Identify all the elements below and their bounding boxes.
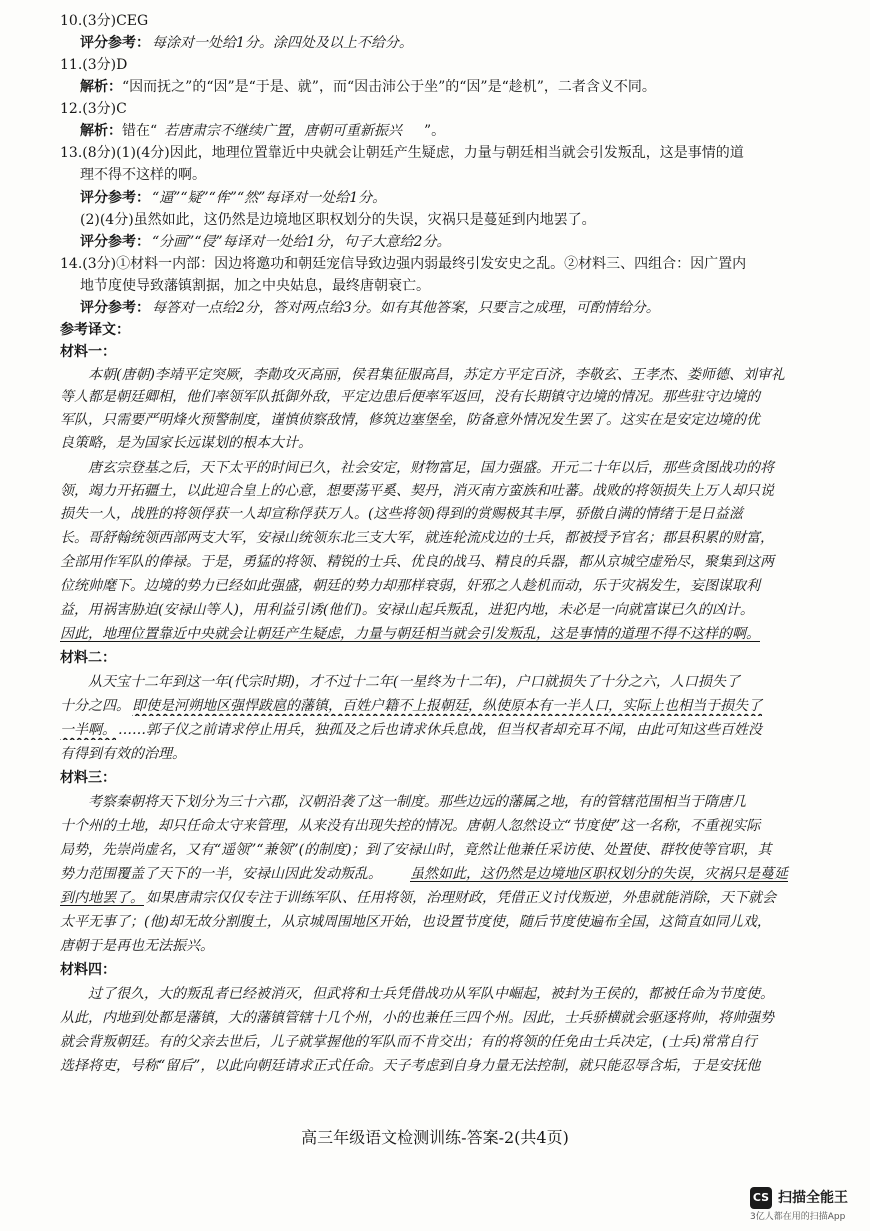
watermark-subtitle: 3亿人都在用的扫描App xyxy=(750,1212,846,1222)
text-line xyxy=(0,210,870,230)
text-line xyxy=(0,696,870,716)
text-segment: 参考译文： xyxy=(60,322,130,338)
text-line xyxy=(0,576,870,596)
text-line xyxy=(0,55,870,75)
text-segment: 若唐肃宗不继续广置，唐朝可重新振兴 xyxy=(164,123,402,139)
text-line xyxy=(0,481,870,501)
text-segment: 到内地罢了。 xyxy=(60,890,144,906)
text-line xyxy=(0,960,870,980)
text-segment: 从此，内地到处都是藩镇，大的藩镇管辖十几个州，小的也兼任三四个州。因此，士兵骄横就会驱逐将帅，将帅强势 xyxy=(60,1010,774,1026)
text-segment: 每答对一点给2分，答对两点给3分。如有其他答案，只要言之成理，可酌情给分。 xyxy=(152,300,660,316)
text-line xyxy=(0,410,870,430)
text-line xyxy=(0,1056,870,1076)
text-segment: 每涂对一处给1分。涂四处及以上不给分。 xyxy=(152,35,413,51)
text-line xyxy=(0,984,870,1004)
text-segment: 评分参考： xyxy=(80,190,150,206)
text-segment: 势力范围覆盖了天下的一半，安禄山因此发动叛乱。 xyxy=(60,866,382,882)
text-segment: 虽然如此，这仍然是边境地区职权划分的失误，灾祸只是蔓延 xyxy=(410,866,788,882)
text-segment: 13.(8分)(1)(4分)因此，地理位置靠近中央就会让朝廷产生疑虑，力量与朝廷相当就会引发叛乱，这是事情的道 xyxy=(60,145,744,161)
text-line xyxy=(0,672,870,692)
text-segment: 唐朝于是再也无法振兴。 xyxy=(60,938,214,954)
text-line xyxy=(0,912,870,932)
text-segment: 就会背叛朝廷。有的父亲去世后，儿子就掌握他的军队而不肯交出；有的将领的任免由士兵决定，(士兵)常常自行 xyxy=(60,1034,757,1050)
text-line xyxy=(0,816,870,836)
text-segment: ……郭子仪之前请求停止用兵，独孤及之后也请求休兵息战，但当权者却充耳不闻，由此可知这些百姓没 xyxy=(118,722,762,738)
text-segment: 长。哥舒翰统领西部两支大军，安禄山统领东北三支大军，就连轮流戍边的士兵，都被授予官名；郡县积累的财富， xyxy=(60,530,774,546)
text-line xyxy=(0,11,870,31)
text-line xyxy=(0,33,870,53)
text-line xyxy=(0,121,870,141)
text-segment: 解析： xyxy=(80,79,122,95)
text-segment: 本朝(唐朝)李靖平定突厥，李勣攻灭高丽，侯君集征服高昌，苏定方平定百济，李敬玄、王孝杰、娄师德、刘审礼 xyxy=(88,367,785,383)
text-line xyxy=(0,298,870,318)
text-segment: 损失一人，战胜的将领俘获一人却宣称俘获万人。(这些将领)得到的赏赐极其丰厚，骄傲自满的情绪于是日益滋 xyxy=(60,506,743,522)
text-line xyxy=(0,768,870,788)
text-segment: “分画”“侵”每译对一处给1分，句子大意给2分。 xyxy=(152,234,451,250)
text-line xyxy=(0,1032,870,1052)
text-line xyxy=(0,77,870,97)
text-segment: 位统帅麾下。边境的势力已经如此强盛，朝廷的势力却那样衰弱，奸邪之人趁机而动，乐于灾祸发生，妄图谋取利 xyxy=(60,578,760,594)
text-line xyxy=(0,648,870,668)
text-segment: 理不得不这样的啊。 xyxy=(80,167,206,183)
camscanner-logo-icon: CS xyxy=(750,1187,772,1209)
text-segment: 良策略，是为国家长远谋划的根本大计。 xyxy=(60,435,312,451)
text-line xyxy=(0,365,870,385)
text-line xyxy=(0,888,870,908)
text-segment: 地节度使导致藩镇割据，加之中央姑息，最终唐朝衰亡。 xyxy=(80,278,430,294)
text-segment: 领，竭力开拓疆土，以此迎合皇上的心意，想要荡平奚、契丹，消灭南方蛮族和吐蕃。战败的将领损失上万人却只说 xyxy=(60,483,774,499)
text-line xyxy=(0,720,870,740)
text-segment: 即使是河朔地区强悍跋扈的藩镇，百姓户籍不上报朝廷，纵使原本有一半人口，实际上也相当于损失了 xyxy=(132,698,762,714)
text-segment: ”。 xyxy=(424,123,446,139)
text-line xyxy=(0,528,870,548)
text-line xyxy=(0,387,870,407)
text-line xyxy=(0,552,870,572)
text-line xyxy=(0,864,870,884)
text-segment: 考察秦朝将天下划分为三十六郡，汉朝沿袭了这一制度。那些边远的藩属之地，有的管辖范围相当于隋唐几 xyxy=(88,794,746,810)
text-line xyxy=(0,504,870,524)
text-segment: 材料二： xyxy=(60,650,116,666)
text-segment: 12.(3分)C xyxy=(60,101,127,117)
text-segment: 选择将吏，号称“留后”，以此向朝廷请求正式任命。天子考虑到自身力量无法控制，就只能忍辱含垢，于是安抚他 xyxy=(60,1058,761,1074)
text-segment: 材料四： xyxy=(60,962,116,978)
text-line xyxy=(0,143,870,163)
text-segment: 军队，只需要严明烽火预警制度，谨慎侦察敌情，修筑边塞堡垒，防备意外情况发生罢了。这实在是安定边境的优 xyxy=(60,412,760,428)
text-segment: 解析： xyxy=(80,123,122,139)
text-segment: 错在“ xyxy=(122,123,158,139)
text-segment: 有得到有效的治理。 xyxy=(60,746,186,762)
text-segment: 全部用作军队的俸禄。于是，勇猛的将领、精锐的士兵、优良的战马、精良的兵器，都从京城空虚殆尽，聚集到这两 xyxy=(60,554,774,570)
text-segment: 10.(3分)CEG xyxy=(60,13,149,29)
text-segment: 益，用祸害胁迫(安禄山等人)，用利益引诱(他们)。安禄山起兵叛乱，进犯内地，未必是一向就富谋已久的凶计。 xyxy=(60,602,754,618)
text-line xyxy=(0,433,870,453)
text-segment: “逼”“疑”“侔”“然”每译对一处给1分。 xyxy=(152,190,387,206)
text-segment: 唐玄宗登基之后，天下太平的时间已久，社会安定，财物富足，国力强盛。开元二十年以后，那些贪图战功的将 xyxy=(88,460,774,476)
text-segment: 评分参考： xyxy=(80,234,150,250)
text-segment: 太平无事了；(他)却无故分割腹土，从京城周围地区开始，也设置节度使，随后节度使遍布全国，这简直如同儿戏， xyxy=(60,914,771,930)
text-segment: 11.(3分)D xyxy=(60,57,128,73)
text-segment: 从天宝十二年到这一年(代宗时期)，才不过十二年(一星终为十二年)，户口就损失了十分之六，人口损失了 xyxy=(88,674,740,690)
text-line xyxy=(0,276,870,296)
watermark-title: 扫描全能王 xyxy=(778,1190,848,1206)
text-line xyxy=(0,744,870,764)
text-segment: 评分参考： xyxy=(80,35,150,51)
text-segment: (2)(4分)虽然如此，这仍然是边境地区职权划分的失误，灾祸只是蔓延到内地罢了。 xyxy=(80,212,596,228)
text-line xyxy=(0,342,870,362)
text-segment: 评分参考： xyxy=(80,300,150,316)
text-segment: 十分之四。 xyxy=(60,698,130,714)
text-line xyxy=(0,600,870,620)
text-line xyxy=(0,458,870,478)
text-segment: 局势，先崇尚虚名，又有“遥领”“兼领”(的制度)；到了安禄山时，竟然让他兼任采访使、处置使、群牧使等官职，其 xyxy=(60,842,772,858)
text-line xyxy=(0,936,870,956)
text-segment: 十个州的土地，却只任命太守来管理，从来没有出现失控的情况。唐朝人忽然设立“节度使”这一名称，不重视实际 xyxy=(60,818,761,834)
text-line xyxy=(0,99,870,119)
text-line xyxy=(0,840,870,860)
text-segment: 如果唐肃宗仅仅专注于训练军队、任用将领，治理财政，凭借正义讨伐叛逆，外患就能消除，天下就会 xyxy=(146,890,776,906)
text-segment: 因此，地理位置靠近中央就会让朝廷产生疑虑，力量与朝廷相当就会引发叛乱，这是事情的道理不得不这样的啊。 xyxy=(60,626,760,642)
text-line xyxy=(0,165,870,185)
text-segment: 过了很久，大的叛乱者已经被消灭，但武将和士兵凭借战功从军队中崛起，被封为王侯的，都被任命为节度使。 xyxy=(88,986,774,1002)
text-line xyxy=(0,1008,870,1028)
text-segment: 材料三： xyxy=(60,770,116,786)
text-line xyxy=(0,792,870,812)
text-segment: 14.(3分)①材料一内部：因边将邀功和朝廷宠信导致边强内弱最终引发安史之乱。②材料三、四组合：因广置内 xyxy=(60,256,747,272)
text-line xyxy=(0,624,870,644)
text-segment: 一半啊。 xyxy=(60,722,116,738)
text-line xyxy=(0,188,870,208)
text-line xyxy=(0,254,870,274)
text-line xyxy=(0,320,870,340)
scanner-watermark xyxy=(750,1183,866,1227)
text-line xyxy=(0,232,870,252)
text-segment: “因而抚之”的“因”是“于是、就”，而“因击沛公于坐”的“因”是“趁机”，二者含义不同。 xyxy=(122,79,656,95)
page-footer: 高三年级语文检测训练-答案-2(共4页) xyxy=(301,1128,569,1147)
text-segment: 材料一： xyxy=(60,344,116,360)
text-segment: 等人都是朝廷卿相，他们率领军队抵御外敌，平定边患后便率军返回，没有长期镇守边境的情况。那些驻守边境的 xyxy=(60,389,760,405)
